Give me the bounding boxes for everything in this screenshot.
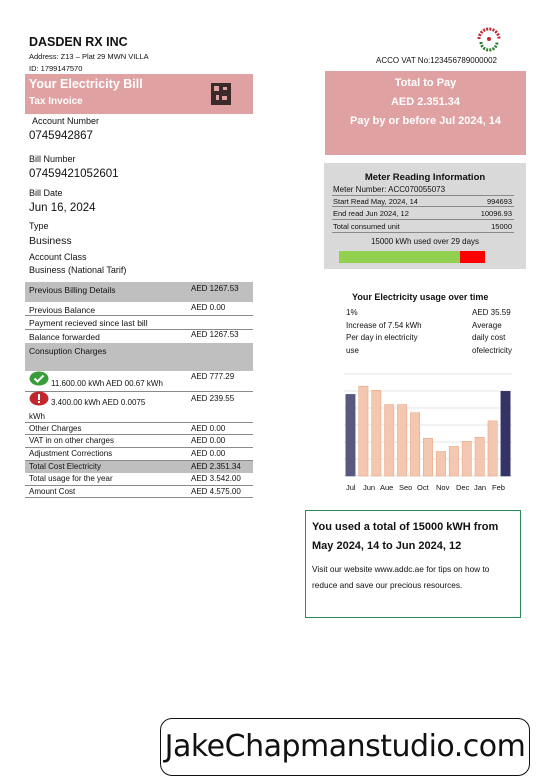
usage-text-line: 1% bbox=[346, 308, 358, 317]
total-to-pay-box bbox=[325, 71, 526, 155]
meter-row-value: 994693 bbox=[486, 197, 512, 206]
summary-body: Visit our website www.addc.ae for tips on how to reduce and save our precious resources. bbox=[312, 564, 490, 590]
usage-increase-text bbox=[346, 307, 422, 357]
previous-balance-value: AED 0.00 bbox=[191, 303, 226, 312]
chart-bar bbox=[385, 405, 394, 476]
bill-subtitle: Tax Invoice bbox=[29, 96, 83, 107]
chart-bar bbox=[423, 438, 432, 476]
charge-row bbox=[25, 486, 253, 498]
usage-text-line: Average bbox=[472, 320, 502, 330]
total-amount: AED 2.351.34 bbox=[390, 96, 461, 108]
usage-cost-text bbox=[472, 307, 512, 357]
balance-forwarded-row bbox=[25, 330, 253, 343]
consumption-header bbox=[25, 343, 253, 371]
charge1-value: AED 777.29 bbox=[191, 372, 235, 381]
chart-bar bbox=[359, 386, 368, 476]
usage-title: Your Electricity usage over time bbox=[352, 292, 489, 302]
row-label: Adjustment Corrections bbox=[29, 449, 113, 458]
company-name: DASDEN RX INC bbox=[29, 35, 128, 49]
usage-text-line: AED 35.59 bbox=[472, 308, 511, 317]
meter-title: Meter Reading Information bbox=[364, 172, 486, 183]
meter-reading-box bbox=[324, 163, 526, 269]
bill-number-label: Bill Number bbox=[29, 154, 76, 164]
previous-billing-label: Previous Billing Details bbox=[29, 285, 116, 295]
previous-balance-row bbox=[25, 303, 253, 316]
chart-tick-label: Aue bbox=[380, 483, 394, 492]
account-number-label: Account Number bbox=[32, 116, 100, 126]
row-label: VAT in on other charges bbox=[29, 436, 114, 445]
usage-text-line: Increase of 7.54 kWh bbox=[346, 320, 422, 330]
row-label: Other Charges bbox=[29, 424, 82, 433]
row-value: AED 3.542.00 bbox=[191, 474, 241, 483]
row-label: Amount Cost bbox=[29, 487, 76, 496]
usage-text-line: Per day in electricity bbox=[346, 333, 418, 342]
previous-billing-header bbox=[25, 282, 253, 302]
usage-text-line: daily cost bbox=[472, 333, 506, 342]
charge-row bbox=[25, 423, 253, 435]
chart-tick-label: Nov bbox=[436, 483, 450, 492]
chart-tick-label: Feb bbox=[492, 483, 505, 492]
charge-row bbox=[25, 473, 253, 486]
meter-row bbox=[332, 221, 514, 233]
watermark: JakeChapmanstudio.com bbox=[160, 718, 530, 776]
qr-code-icon bbox=[211, 83, 231, 105]
account-number-value: 0745942867 bbox=[29, 130, 93, 142]
charge-row bbox=[25, 435, 253, 448]
chart-bar bbox=[488, 421, 497, 476]
usage-bar-used bbox=[339, 251, 460, 263]
bill-title: Your Electricity Bill bbox=[29, 77, 143, 91]
usage-bar-over bbox=[460, 251, 485, 263]
consumption-label: Consuption Charges bbox=[29, 346, 107, 356]
charge-row bbox=[25, 448, 253, 461]
chart-bar bbox=[501, 391, 510, 476]
meter-row bbox=[332, 195, 514, 207]
utility-logo-icon bbox=[476, 26, 502, 52]
chart-bar bbox=[436, 452, 445, 476]
meter-row bbox=[332, 208, 514, 220]
charge2-text: 3.400.00 kWh AED 0.0075 bbox=[51, 398, 146, 407]
meter-row-label: Start Read May, 2024, 14 bbox=[333, 197, 418, 206]
row-label: Total usage for the year bbox=[29, 474, 113, 483]
usage-text-line: use bbox=[346, 345, 359, 355]
meter-row-label: Total consumed unit bbox=[333, 222, 400, 231]
charge-row bbox=[25, 392, 253, 423]
total-cost-row bbox=[25, 461, 253, 473]
chart-tick-label: Dec bbox=[456, 483, 470, 492]
previous-balance-label: Previous Balance bbox=[29, 305, 96, 315]
total-title: Total to Pay bbox=[394, 77, 457, 89]
chart-tick-label: Jan bbox=[474, 483, 487, 492]
row-value: AED 4.575.00 bbox=[191, 487, 241, 496]
balance-forwarded-value: AED 1267.53 bbox=[191, 330, 239, 339]
summary-box bbox=[305, 510, 521, 618]
chart-tick-label: Oct bbox=[417, 483, 429, 492]
chart-bar bbox=[372, 390, 381, 476]
summary-headline: You used a total of 15000 kWH from May 2024, 14 to Jun 2024, 12 bbox=[312, 521, 499, 552]
payment-row bbox=[25, 316, 253, 330]
bill-number-value: 07459421052601 bbox=[29, 168, 119, 180]
chart-tick-label: Seo bbox=[399, 483, 413, 492]
usage-note: 15000 kWh used over 29 days bbox=[370, 237, 480, 246]
row-value: AED 0.00 bbox=[191, 436, 226, 445]
vat-number: ACCO VAT No:123456789000002 bbox=[376, 56, 497, 65]
previous-billing-amount: AED 1267.53 bbox=[191, 284, 239, 293]
bill-date-value: Jun 16, 2024 bbox=[29, 202, 96, 214]
due-date: Pay by or before Jul 2024, 14 bbox=[349, 115, 502, 127]
account-class-label: Account Class bbox=[29, 252, 87, 262]
chart-bar bbox=[398, 405, 407, 476]
balance-forwarded-label: Balance forwarded bbox=[29, 332, 100, 342]
chart-bar bbox=[410, 413, 419, 476]
bill-header-box bbox=[25, 74, 253, 114]
row-value: AED 0.00 bbox=[191, 449, 226, 458]
meter-row-value: 10096.93 bbox=[480, 209, 512, 218]
chart-tick-label: Jul bbox=[346, 483, 356, 492]
charge-row bbox=[25, 371, 253, 392]
chart-bar bbox=[475, 437, 484, 476]
usage-chart bbox=[338, 370, 518, 496]
payment-label: Payment recieved since last bill bbox=[29, 318, 148, 328]
type-value: Business bbox=[29, 235, 72, 247]
chart-bar bbox=[462, 441, 471, 476]
chart-bar bbox=[449, 446, 458, 476]
row-value: AED 0.00 bbox=[191, 424, 226, 433]
charge2-unit: kWh bbox=[29, 412, 45, 421]
chart-tick-label: Jun bbox=[363, 483, 376, 492]
charge1-text: 11.600.00 kWh AED 00.67 kWh bbox=[51, 379, 163, 388]
row-label: Total Cost Electricity bbox=[29, 462, 102, 471]
type-label: Type bbox=[29, 221, 49, 231]
row-value: AED 2.351.34 bbox=[191, 462, 241, 471]
charge2-value: AED 239.55 bbox=[191, 394, 235, 403]
bill-date-label: Bill Date bbox=[29, 188, 63, 198]
meter-row-value: 15000 bbox=[491, 222, 512, 231]
account-class-value: Business (National Tarif) bbox=[29, 265, 127, 275]
chart-bar bbox=[346, 394, 355, 476]
company-id: ID: 1799147570 bbox=[29, 64, 83, 73]
meter-row-label: End read Jun 2024, 12 bbox=[333, 209, 409, 218]
company-address: Address: Z13 – Plat 29 MWN VILLA bbox=[29, 52, 149, 61]
meter-number: Meter Number: ACC070055073 bbox=[333, 185, 446, 194]
usage-text-line: ofelectricity bbox=[472, 345, 513, 355]
